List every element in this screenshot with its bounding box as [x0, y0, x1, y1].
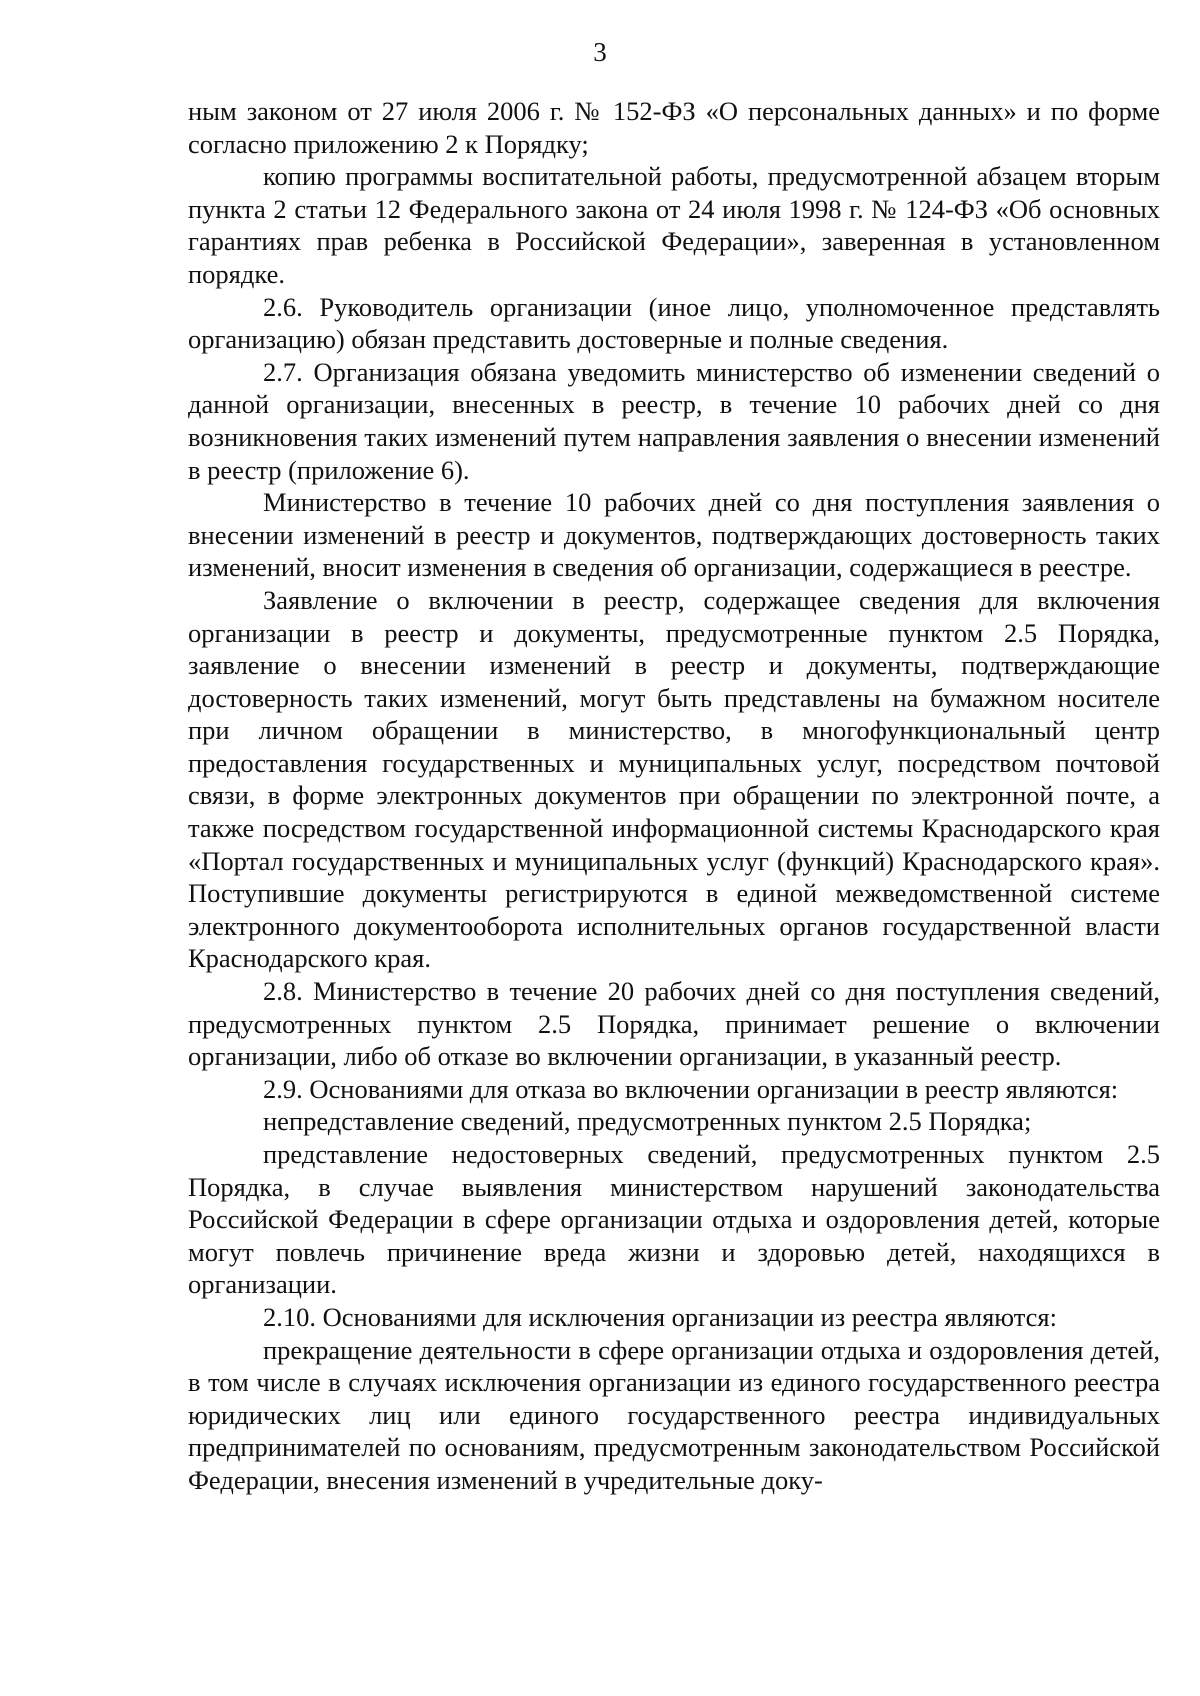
paragraph-2-8: 2.8. Министерство в течение 20 рабочих дней со дня поступления сведений, предусмотренных пунктом 2.5 Порядка, принимает решение о включении организации, либо об отказе во включении организации, в указанный реестр.	[188, 976, 1160, 1072]
paragraph-ministry-changes: Министерство в течение 10 рабочих дней со дня поступления заявления о внесении изменений в реестр и документов, подтверждающих достоверность таких изменений, вносит изменения в сведения об организации, содержащиеся в реестре.	[188, 487, 1160, 583]
paragraph-2-6: 2.6. Руководитель организации (иное лицо, уполномоченное представлять организацию) обязан представить достоверные и полные сведения.	[188, 291, 1160, 355]
page-number: 3	[593, 37, 607, 67]
paragraph-2-9: 2.9. Основаниями для отказа во включении организации в реестр являются:	[263, 1073, 1119, 1104]
paragraph-2-7: 2.7. Организация обязана уведомить министерство об изменении сведений о данной организации, внесенных в реестр, в течение 10 рабочих дней со дня возникновения таких изменений путем направления заявления о внесении изменений в реестр (приложение 6).	[188, 356, 1160, 485]
paragraph-refusal-reason-1: непредставление сведений, предусмотренных пунктом 2.5 Порядка;	[263, 1106, 1032, 1137]
paragraph-exclusion-reason-1: прекращение деятельности в сфере организации отдыха и оздоровления детей, в том числе в случаях исключения организации из единого государственного реестра юридических лиц или единого государственного реестра индивидуальных предпринимателей по основаниям, предусмотренным законодательством Российской Федерации, внесения изменений в учредительные доку-	[188, 1334, 1160, 1495]
paragraph-personal-data-consent: ным законом от 27 июля 2006 г. № 152-ФЗ «О персональных данных» и по форме согласно приложению 2 к Порядку;	[188, 96, 1160, 159]
paragraph-application-submission: Заявление о включении в реестр, содержащее сведения для включения организации в реестр и документы, предусмотренные пунктом 2.5 Порядка, заявление о внесении изменений в реестр и документы, подтверждающие достоверность таких изменений, могут быть представлены на бумажном носителе при личном обращении в министерство, в многофункциональный центр предоставления государственных и муниципальных услуг, посредством почтовой связи, в форме электронных документов при обращении по электронной почте, а также посредством государственной информационной системы Краснодарского края «Портал государственных и муниципальных услуг (функций) Краснодарского края». Поступившие документы регистрируются в единой межведомственной системе электронного документооборота исполнительных органов государственной власти Краснодарского края.	[188, 584, 1160, 974]
paragraph-education-program-copy: копию программы воспитательной работы, предусмотренной абзацем вторым пункта 2 статьи 12 Федерального закона от 24 июля 1998 г. № 124-ФЗ «Об основных гарантиях прав ребенка в Российской Федерации», заверенная в установленном порядке.	[188, 161, 1160, 289]
paragraph-refusal-reason-2: представление недостоверных сведений, предусмотренных пунктом 2.5 Порядка, в случае выявления министерством нарушений законодательства Российской Федерации в сфере организации отдыха и оздоровления детей, которые могут повлечь причинение вреда жизни и здоровью детей, находящихся в организации.	[188, 1139, 1160, 1300]
document-body	[188, 95, 1160, 1497]
paragraph-2-10: 2.10. Основаниями для исключения организации из реестра являются:	[263, 1301, 1057, 1332]
